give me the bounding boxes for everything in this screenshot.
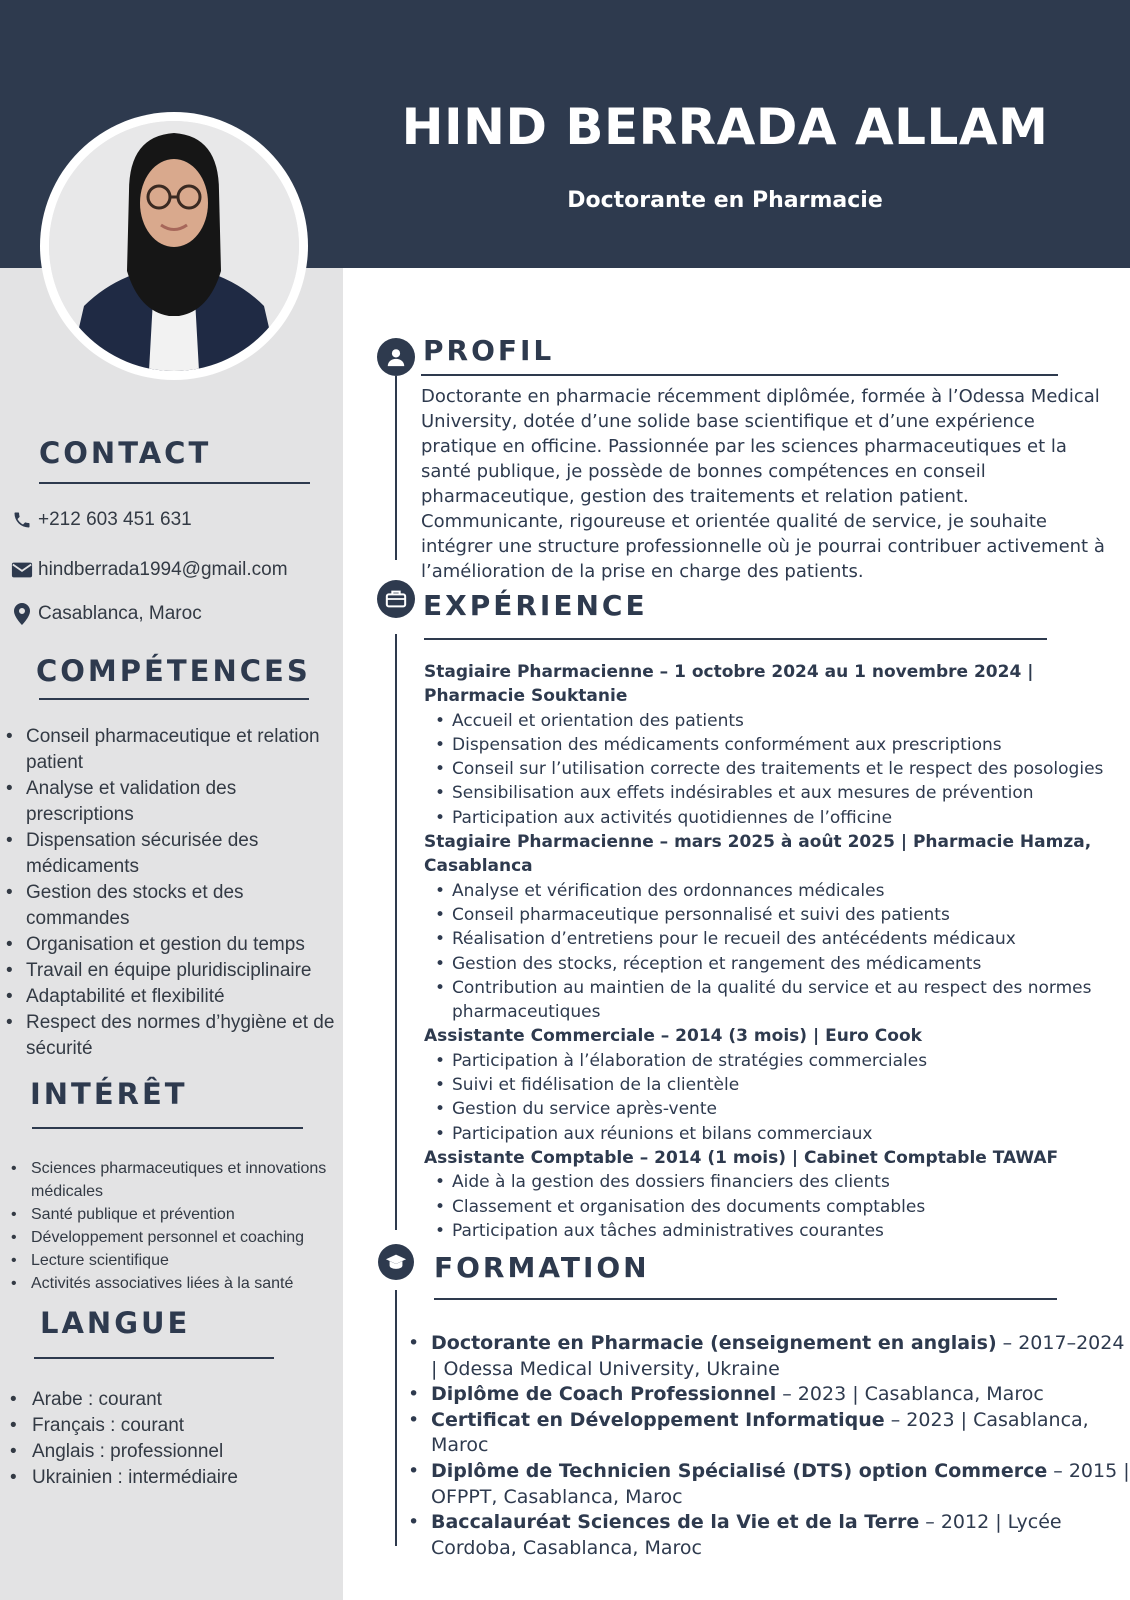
list-item: • Sciences pharmaceutiques et innovations médicales [0, 1157, 340, 1203]
list-item: • Analyse et vérification des ordonnances médicales [424, 879, 1114, 903]
person-name: HIND BERRADA ALLAM [401, 98, 1049, 156]
list-item: • Activités associatives liées à la santé [0, 1272, 340, 1295]
list-item: • Arabe : courant [0, 1387, 300, 1413]
list-item [406, 1459, 1130, 1510]
list-item: • Participation aux activités quotidiennes de l’officine [424, 806, 1114, 830]
list-item [406, 1510, 1130, 1561]
list-item: • Participation à l’élaboration de stratégies commerciales [424, 1049, 1114, 1073]
list-item: • Accueil et orientation des patients [424, 709, 1114, 733]
list-item: • Contribution au maintien de la qualité du service et au respect des normes pharmaceutiques [424, 976, 1114, 1025]
contact-email-text: hindberrada1994@gmail.com [38, 559, 288, 580]
contact-rule [39, 482, 310, 484]
list-item: • Adaptabilité et flexibilité [0, 984, 340, 1010]
experience-list [424, 660, 1114, 1243]
graduation-cap-icon [378, 1244, 414, 1280]
list-item: • Conseil pharmaceutique personnalisé et suivi des patients [424, 903, 1114, 927]
contact-title: CONTACT [39, 436, 212, 470]
list-item: • Aide à la gestion des dossiers financiers des clients [424, 1170, 1114, 1194]
contact-location-text: Casablanca, Maroc [38, 603, 202, 624]
list-item: • Santé publique et prévention [0, 1203, 340, 1226]
list-item: • Dispensation des médicaments conformément aux prescriptions [424, 733, 1114, 757]
formation-rule [434, 1298, 1057, 1300]
list-item: • Conseil sur l’utilisation correcte des traitements et le respect des posologies [424, 757, 1114, 781]
contact-phone[interactable] [10, 509, 192, 531]
job-entry [424, 830, 1114, 1024]
degree-title: Certificat en Développement Informatique [431, 1408, 885, 1431]
timeline-line-experience [395, 634, 397, 1230]
contact-email[interactable] [10, 559, 288, 581]
list-item: • Réalisation d’entretiens pour le recueil des antécédents médicaux [424, 927, 1114, 951]
job-entry [424, 660, 1114, 830]
langue-list [0, 1387, 300, 1491]
list-item: • Respect des normes d’hygiène et de sécurité [0, 1010, 340, 1062]
list-item: • Développement personnel et coaching [0, 1226, 340, 1249]
job-title: Assistante Commerciale – 2014 (3 mois) | Euro Cook [424, 1026, 922, 1047]
job-title: Stagiaire Pharmacienne – 1 octobre 2024 au 1 novembre 2024 | Pharmacie Souktanie [424, 662, 1034, 707]
list-item: • Dispensation sécurisée des médicaments [0, 828, 340, 880]
langue-rule [34, 1357, 274, 1359]
degree-details: – 2015 | OFPPT, Casablanca, Maroc [431, 1459, 1130, 1508]
list-item: • Ukrainien : intermédiaire [0, 1465, 300, 1491]
list-item: • Anglais : professionnel [0, 1439, 300, 1465]
list-item: • Participation aux réunions et bilans commerciaux [424, 1122, 1114, 1146]
contact-location [10, 603, 202, 625]
competences-title: COMPÉTENCES [36, 654, 311, 688]
timeline-line-profil [395, 376, 397, 560]
list-item: • Lecture scientifique [0, 1249, 340, 1272]
map-pin-icon [10, 603, 34, 625]
list-item: • Travail en équipe pluridisciplinaire [0, 958, 340, 984]
degree-title: Diplôme de Technicien Spécialisé (DTS) option Commerce [431, 1459, 1048, 1482]
interet-title: INTÉRÊT [30, 1077, 188, 1111]
experience-rule [424, 638, 1047, 640]
degree-title: Baccalauréat Sciences de la Vie et de la Terre [431, 1511, 920, 1534]
profil-title: PROFIL [423, 334, 555, 367]
profil-text: Doctorante en pharmacie récemment diplômée, formée à l’Odessa Medical University, dotée d’une solide base scientifique et d’une expérience pratique en officine. Passionnée par les sciences pharmaceutiques et la santé publique, je possède de bonnes compétences en conseil pharmaceutique, gestion des traitements et relation patient. Communicante, rigoureuse et orientée qualité de service, je souhaite intégrer une structure professionnelle où je pourrai contribuer activement à l’amélioration de la prise en charge des patients. [421, 386, 1105, 582]
list-item: • Gestion du service après-vente [424, 1097, 1114, 1121]
job-entry [424, 1146, 1114, 1243]
langue-title: LANGUE [40, 1306, 191, 1340]
interet-rule [32, 1127, 303, 1129]
profil-rule [421, 374, 1058, 376]
list-item: • Participation aux tâches administratives courantes [424, 1219, 1114, 1243]
degree-title: Diplôme de Coach Professionnel [431, 1383, 777, 1406]
job-entry [424, 1024, 1114, 1145]
list-item: • Conseil pharmaceutique et relation patient [0, 724, 340, 776]
phone-icon [10, 509, 34, 531]
job-title: Assistante Comptable – 2014 (1 mois) | Cabinet Comptable TAWAF [424, 1147, 1059, 1168]
portrait-photo [49, 121, 299, 371]
list-item: • Gestion des stocks, réception et rangement des médicaments [424, 952, 1114, 976]
formation-list [406, 1331, 1130, 1561]
contact-phone-text: +212 603 451 631 [38, 509, 192, 530]
formation-title: FORMATION [434, 1251, 650, 1284]
list-item: • Gestion des stocks et des commandes [0, 880, 340, 932]
list-item [406, 1382, 1130, 1408]
job-title: Stagiaire Pharmacienne – mars 2025 à août 2025 | Pharmacie Hamza, Casablanca [424, 832, 1092, 877]
list-item: • Français : courant [0, 1413, 300, 1439]
briefcase-icon [377, 580, 415, 618]
timeline-line-formation [395, 1290, 397, 1546]
degree-details: – 2023 | Casablanca, Maroc [776, 1383, 1044, 1406]
list-item: • Classement et organisation des documents comptables [424, 1195, 1114, 1219]
degree-details: – 2023 | Casablanca, Maroc [431, 1408, 1089, 1457]
list-item: • Organisation et gestion du temps [0, 932, 340, 958]
list-item: • Analyse et validation des prescriptions [0, 776, 340, 828]
competences-list [0, 724, 340, 1062]
competences-rule [39, 698, 309, 700]
interet-list [0, 1157, 340, 1295]
degree-title: Doctorante en Pharmacie (enseignement en anglais) [431, 1332, 997, 1354]
mail-icon [10, 559, 34, 581]
degree-details: – 2012 | Lycée Cordoba, Casablanca, Maroc [431, 1511, 1062, 1559]
list-item [406, 1331, 1130, 1382]
experience-title: EXPÉRIENCE [423, 589, 648, 622]
list-item: • Sensibilisation aux effets indésirables et aux mesures de prévention [424, 781, 1114, 805]
degree-details: – 2017–2024 | Odessa Medical University, Ukraine [431, 1332, 1125, 1380]
list-item [406, 1408, 1130, 1459]
list-item: • Suivi et fidélisation de la clientèle [424, 1073, 1114, 1097]
user-icon [377, 338, 415, 376]
person-role: Doctorante en Pharmacie [567, 188, 883, 213]
